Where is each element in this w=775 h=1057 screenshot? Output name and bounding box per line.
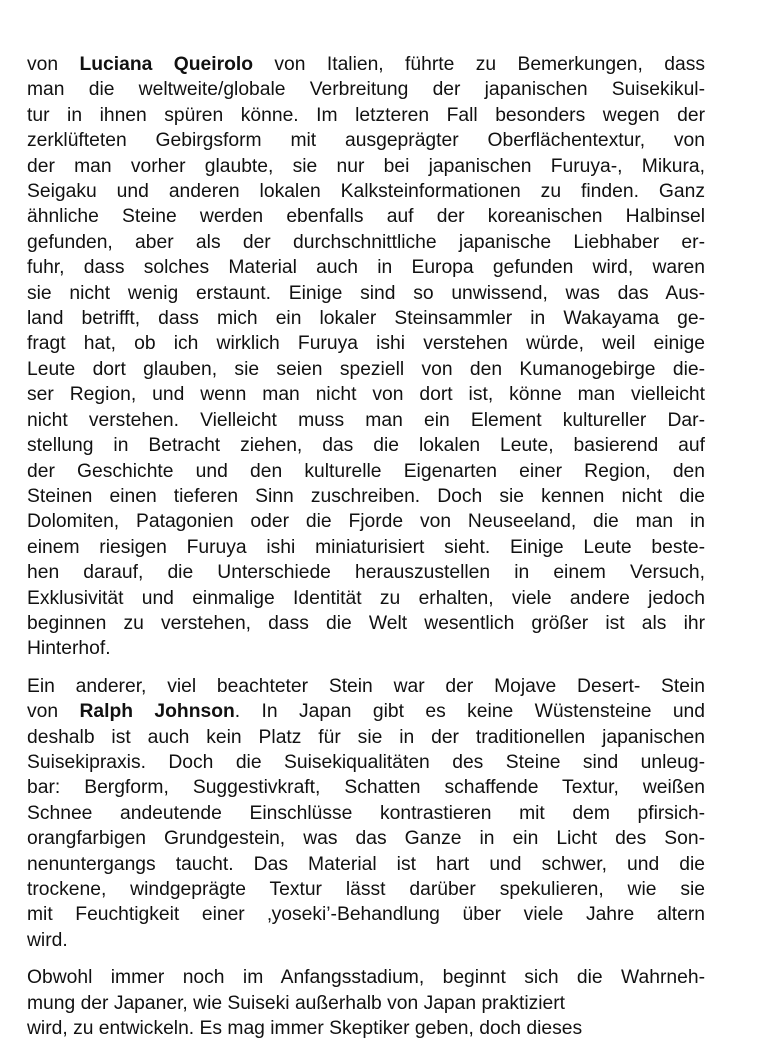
text-segment: wird.: [27, 929, 68, 951]
text-line: [27, 586, 705, 611]
text-line: [27, 611, 705, 636]
text-segment: Ein anderer, viel beachteter Stein war der Mojave Desert- Stein: [27, 675, 705, 697]
text-line: [27, 306, 705, 331]
text-line: [27, 750, 705, 775]
text-line: [27, 230, 705, 255]
paragraph: [27, 674, 705, 953]
text-segment: der man vorher glaubte, sie nur bei japanischen Furuya-, Mikura,: [27, 155, 705, 177]
text-line: [27, 801, 705, 826]
text-segment: Dolomiten, Patagonien oder die Fjorde von Neuseeland, die man in: [27, 511, 705, 533]
text-line: [27, 204, 705, 229]
text-segment: Obwohl immer noch im Anfangsstadium, beginnt sich die Wahrneh-: [27, 967, 705, 989]
text-segment: ser Region, und wenn man nicht von dort ist, könne man vielleicht: [27, 384, 705, 406]
text-line: [27, 535, 705, 560]
text-segment: man die weltweite/globale Verbreitung der japanischen Suisekikul-: [27, 79, 705, 101]
text-segment: von: [27, 54, 80, 75]
text-segment: der Geschichte und den kulturelle Eigenarten einer Region, den: [27, 460, 705, 482]
text-line: [27, 103, 705, 128]
text-line: [27, 128, 705, 153]
paragraph: [27, 52, 705, 662]
text-line: [27, 179, 705, 204]
text-line: [27, 636, 705, 661]
text-line: [27, 902, 705, 927]
text-segment: land betrifft, dass mich ein lokaler Steinsammler in Wakayama ge-: [27, 308, 705, 330]
text-line: [27, 991, 705, 1016]
text-line: [27, 52, 705, 77]
text-segment: von Italien, führte zu Bemerkungen, dass: [253, 54, 705, 75]
text-segment: sie nicht wenig erstaunt. Einige sind so unwissend, was das Aus-: [27, 282, 705, 304]
text-line: [27, 408, 705, 433]
text-segment: Seigaku und anderen lokalen Kalksteinformationen zu finden. Ganz: [27, 181, 705, 203]
text-segment: Exklusivität und einmalige Identität zu erhalten, viele andere jedoch: [27, 587, 705, 609]
text-segment: gefunden, aber als der durchschnittliche japanische Liebhaber er-: [27, 231, 705, 253]
text-segment: von: [27, 701, 80, 723]
text-line: [27, 357, 705, 382]
text-line: [27, 433, 705, 458]
text-line: [27, 484, 705, 509]
text-line: [27, 331, 705, 356]
text-line: [27, 877, 705, 902]
text-line: [27, 775, 705, 800]
text-line: [27, 77, 705, 102]
text-line: [27, 255, 705, 280]
text-line: [27, 699, 705, 724]
text-segment: wird, zu entwickeln. Es mag immer Skeptiker geben, doch dieses: [27, 1018, 583, 1040]
text-line: [27, 382, 705, 407]
text-segment: Steinen einen tieferen Sinn zuschreiben. Doch sie kennen nicht die: [27, 485, 705, 507]
text-segment: zerklüfteten Gebirgsform mit ausgeprägter Oberflächentextur, von: [27, 130, 705, 152]
text-line: [27, 928, 705, 953]
text-segment: orangfarbigen Grundgestein, was das Ganze in ein Licht des Son-: [27, 828, 705, 850]
text-segment: mung der Japaner, wie Suiseki außerhalb von Japan praktiziert: [27, 992, 566, 1014]
text-segment: beginnen zu verstehen, dass die Welt wesentlich größer ist als ihr: [27, 612, 705, 634]
text-segment: Hinterhof.: [27, 638, 111, 660]
text-line: [27, 560, 705, 585]
text-segment: mit Feuchtigkeit einer ‚yoseki’-Behandlung über viele Jahre altern: [27, 904, 705, 926]
text-segment: hen darauf, die Unterschiede herauszustellen in einem Versuch,: [27, 562, 705, 584]
text-segment: trockene, windgeprägte Textur lässt darüber spekulieren, wie sie: [27, 879, 705, 900]
text-segment: tur in ihnen spüren könne. Im letzteren Fall besonders wegen der: [27, 104, 705, 126]
text-line: [27, 154, 705, 179]
text-segment: ähnliche Steine werden ebenfalls auf der koreanischen Halbinsel: [27, 206, 705, 228]
text-line: [27, 459, 705, 484]
text-segment: fuhr, dass solches Material auch in Europa gefunden wird, waren: [27, 257, 705, 279]
text-line: [27, 965, 705, 990]
text-line: [27, 725, 705, 750]
text-segment: nicht verstehen. Vielleicht muss man ein Element kultureller Dar-: [27, 409, 705, 431]
text-line: [27, 509, 705, 534]
person-name: Luciana Queirolo: [79, 54, 253, 75]
text-line: [27, 852, 705, 877]
text-line: [27, 281, 705, 306]
text-segment: nenuntergangs taucht. Das Material ist hart und schwer, und die: [27, 853, 705, 875]
person-name: Ralph Johnson: [79, 701, 235, 723]
text-line: [27, 1016, 705, 1041]
text-segment: Schnee andeutende Einschlüsse kontrastieren mit dem pfirsich-: [27, 802, 705, 824]
paragraph: [27, 965, 705, 1041]
text-segment: stellung in Betracht ziehen, das die lokalen Leute, basierend auf: [27, 435, 705, 457]
text-line: [27, 826, 705, 851]
text-line: [27, 674, 705, 699]
text-segment: . In Japan gibt es keine Wüstensteine und: [234, 701, 705, 723]
text-segment: Suisekipraxis. Doch die Suisekiqualitäten des Steine sind unleug-: [27, 751, 705, 773]
text-segment: deshalb ist auch kein Platz für sie in der traditionellen japanischen: [27, 726, 705, 748]
text-segment: bar: Bergform, Suggestivkraft, Schatten schaffende Textur, weißen: [27, 777, 705, 799]
text-segment: fragt hat, ob ich wirklich Furuya ishi verstehen würde, weil einige: [27, 333, 705, 355]
text-segment: einem riesigen Furuya ishi miniaturisiert sieht. Einige Leute beste-: [27, 536, 705, 558]
text-segment: Leute dort glauben, sie seien speziell von den Kumanogebirge die-: [27, 358, 705, 380]
